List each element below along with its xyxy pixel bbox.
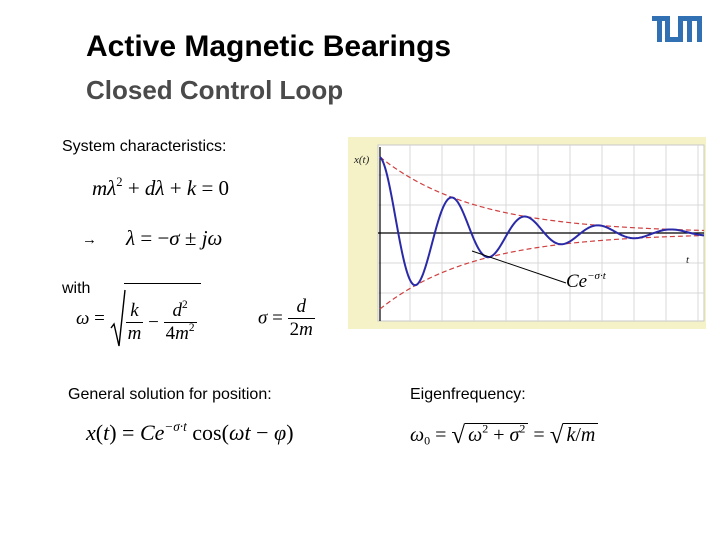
tum-logo: [652, 14, 706, 49]
tum-logo-icon: [652, 14, 706, 44]
slide-subtitle: Closed Control Loop: [86, 75, 344, 105]
envelope-base: Ce: [566, 271, 588, 292]
damped-oscillation-plot: [348, 137, 706, 329]
implies-arrow: →: [82, 231, 97, 248]
omega-formula: ω = $\frac{k}{m}$ − $\frac{d^2}{4m^2}$: [76, 288, 201, 350]
system-characteristics-label: System characteristics:: [62, 138, 227, 155]
y-axis-label: x(t): [354, 154, 370, 166]
x-axis-label: t: [686, 254, 690, 266]
plot-svg: [348, 137, 706, 329]
characteristic-equation: $m\lambda^2 + d\lambda + k = 0$: [92, 175, 230, 200]
envelope-exponent: −σ·t: [587, 270, 606, 282]
eigenfrequency-formula: $\omega_0$ = √ $\omega^2 + \sigma^2$ = √ k/m: [410, 420, 598, 448]
eigenfrequency-label: Eigenfrequency:: [410, 386, 526, 403]
slide-title: Active Magnetic Bearings: [86, 30, 452, 63]
general-solution-label: General solution for position:: [68, 386, 272, 403]
general-solution-formula: $x(t) = Ce^{-\sigma\cdot t}$ cos(ωt − φ): [86, 418, 294, 445]
sigma-formula: σ = $\frac{d}{2m}$: [258, 296, 313, 340]
eigenvalue-equation: λ = −σ ± jω: [126, 226, 223, 250]
with-label: with: [62, 280, 91, 297]
